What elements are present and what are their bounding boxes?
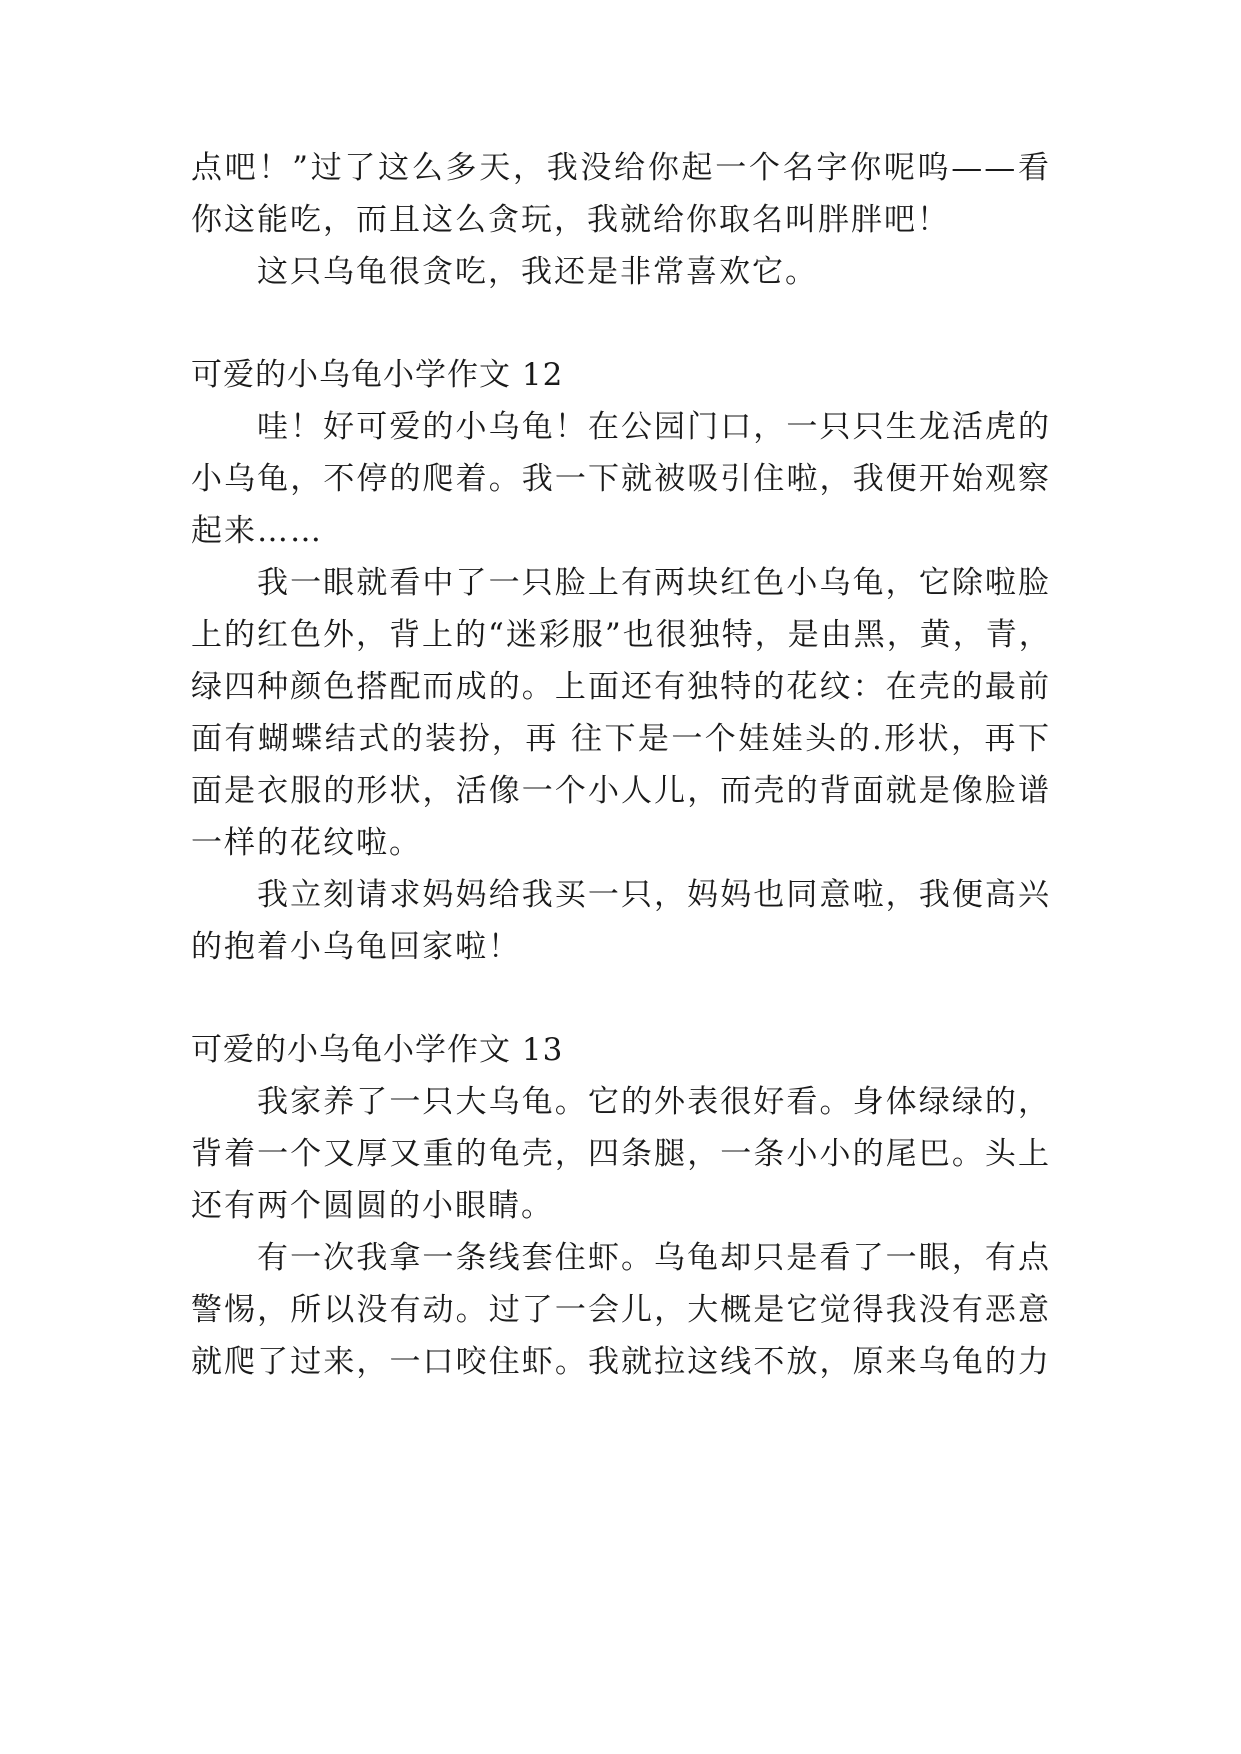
- paragraph-line: 点吧！”过了这么多天，我没给你起一个名字你呢呜——看: [191, 150, 1051, 186]
- paragraph-line: 还有两个圆圆的小眼睛。: [191, 1188, 554, 1224]
- paragraph-line: 哇！好可爱的小乌龟！在公园门口，一只只生龙活虎的: [257, 409, 1051, 445]
- paragraph-line: 这只乌龟很贪吃，我还是非常喜欢它。: [257, 254, 818, 290]
- paragraph-line: 小乌龟，不停的爬着。我一下就被吸引住啦，我便开始观察: [191, 461, 1051, 497]
- paragraph-line: 就爬了过来，一口咬住虾。我就拉这线不放，原来乌龟的力: [191, 1344, 1051, 1380]
- paragraph-line: 我家养了一只大乌龟。它的外表很好看。身体绿绿的，: [257, 1084, 1051, 1120]
- paragraph-line: 警惕，所以没有动。过了一会儿，大概是它觉得我没有恶意: [191, 1292, 1051, 1328]
- paragraph-line: 上的红色外，背上的“迷彩服”也很独特，是由黑，黄，青，: [191, 617, 1052, 653]
- paragraph-line: 背着一个又厚又重的龟壳，四条腿，一条小小的尾巴。头上: [191, 1136, 1051, 1172]
- paragraph-line: 面是衣服的形状，活像一个小人儿，而壳的背面就是像脸谱: [191, 773, 1051, 809]
- paragraph-line: 有一次我拿一条线套住虾。乌龟却只是看了一眼，有点: [257, 1240, 1051, 1276]
- paragraph-line: 我立刻请求妈妈给我买一只，妈妈也同意啦，我便高兴: [257, 877, 1051, 913]
- section-heading: 可爱的小乌龟小学作文 12: [191, 357, 564, 393]
- paragraph-line: 的抱着小乌龟回家啦！: [191, 929, 521, 965]
- section-heading: 可爱的小乌龟小学作文 13: [191, 1032, 564, 1068]
- paragraph-line: 面有蝴蝶结式的装扮，再 往下是一个娃娃头的.形状，再下: [191, 721, 1051, 757]
- paragraph-line: 绿四种颜色搭配而成的。上面还有独特的花纹：在壳的最前: [191, 669, 1051, 705]
- paragraph-line: 一样的花纹啦。: [191, 825, 422, 861]
- paragraph-line: 起来……: [191, 513, 323, 549]
- paragraph-line: 我一眼就看中了一只脸上有两块红色小乌龟，它除啦脸: [257, 565, 1051, 601]
- paragraph-line: 你这能吃，而且这么贪玩，我就给你取名叫胖胖吧！: [191, 202, 950, 238]
